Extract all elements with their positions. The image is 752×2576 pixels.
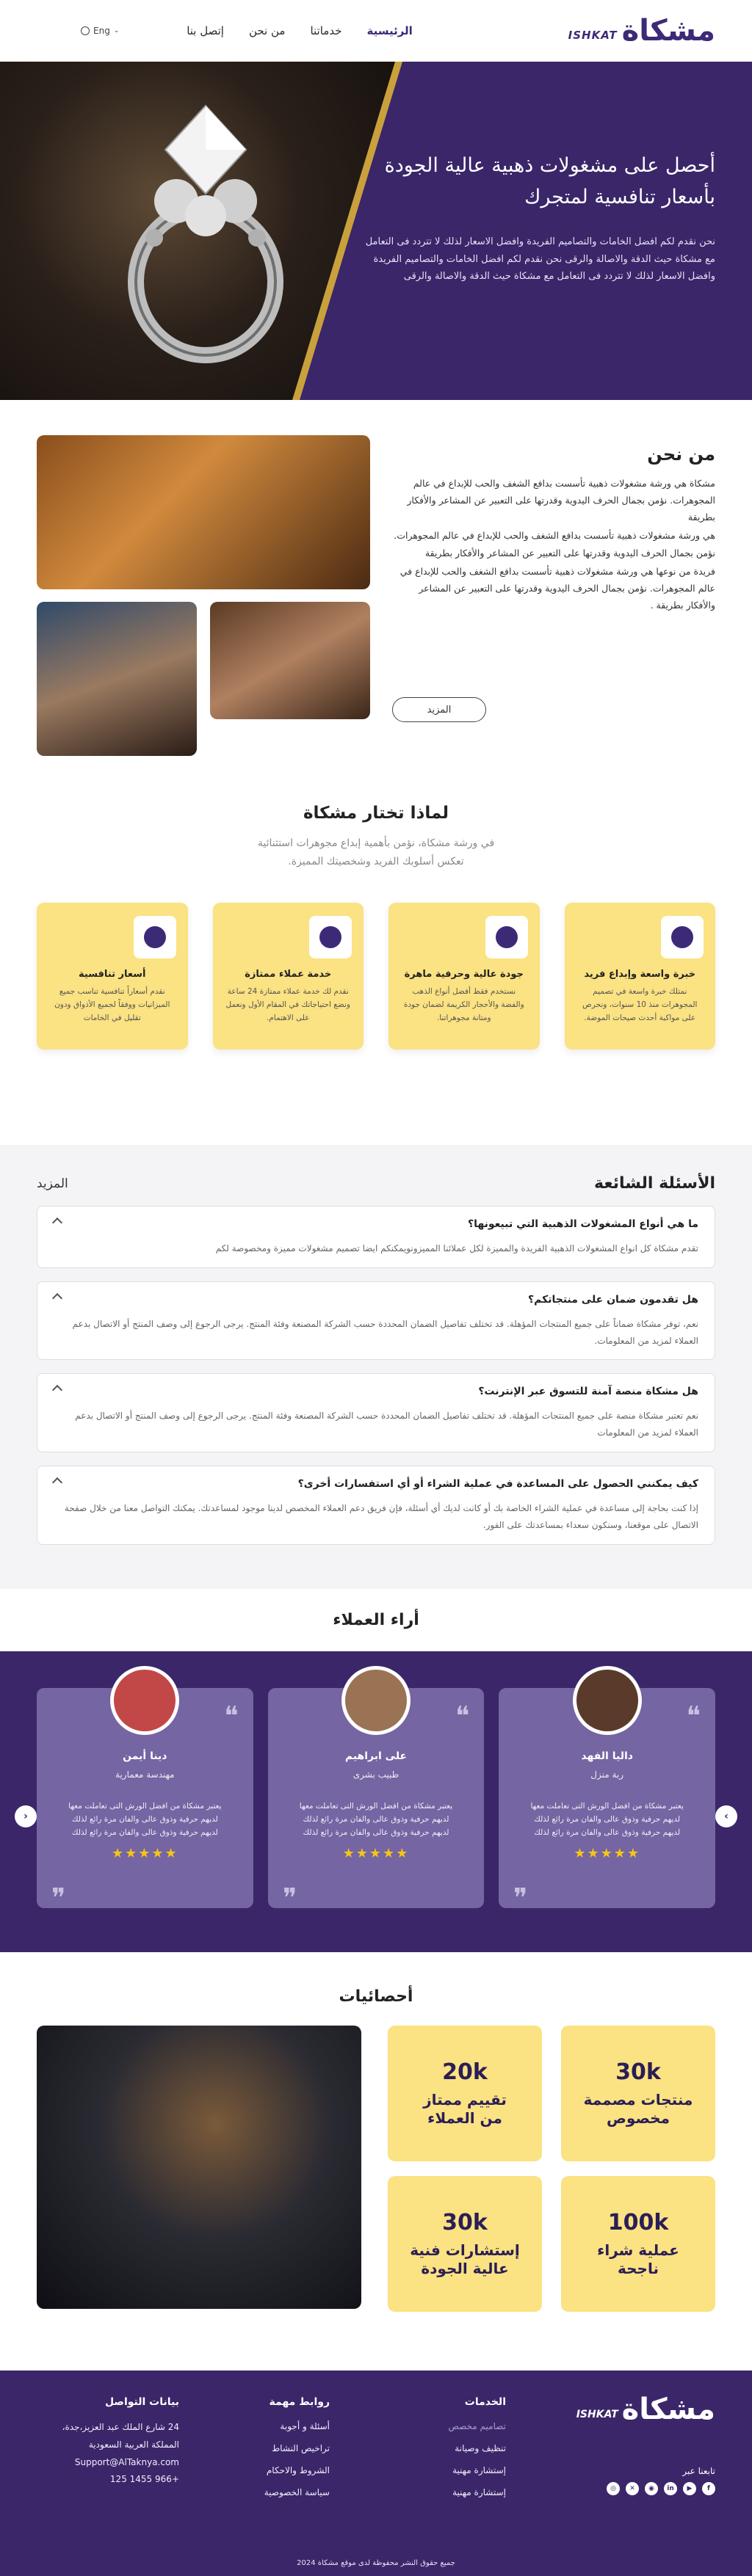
logo-english: ISHKAT: [568, 29, 618, 42]
testimonial-text: يعتبر مشكاة من افضل الورش التى تعاملت معها لديهم حرفية وذوق عالى والفان مرة رائع لذلك لديهم حرفية وذوق عالى والفان مرة رائع لذلك: [530, 1802, 684, 1837]
about-more-button[interactable]: المزيد: [392, 697, 486, 722]
faq-answer: إذا كنت بحاجة إلى مساعدة في عملية الشراء الخاصة بك أو كانت لديك أي أسئلة، فإن فريق دعم العملاء المخصص لدينا موجود لمساعدتك. يمكنك التواصل معنا من خلال صفحة الاتصال على موقعنا، وسنكون سعداء بمساعدتك على الفور.: [64, 1502, 698, 1530]
snapchat-icon[interactable]: ◎: [607, 2482, 620, 2495]
footer-link[interactable]: تراخيص النشاط: [272, 2443, 330, 2453]
testimonial-card: [268, 1688, 485, 1908]
logo-english: ISHKAT: [576, 2409, 618, 2420]
stat-card: [388, 2026, 542, 2161]
quote-icon: ❝: [686, 1701, 701, 1731]
hero-title: أحصل على مشغولات ذهبية عالية الجودة بأسعار تنافسية لمتجرك: [384, 154, 715, 209]
footer-link[interactable]: تصاميم مخصص: [448, 2421, 506, 2431]
instagram-icon[interactable]: ◉: [645, 2482, 658, 2495]
jeweler-image: [37, 602, 197, 756]
ring-image: [95, 91, 316, 370]
hero-description: نحن نقدم لكم افضل الخامات والتصاميم الفريدة وافضل الاسعار لذلك لا تتردد فى التعامل مع مشكاة حيث الدقة والاصالة والرقى نحن نقدم لكم افضل الخامات والتصاميم الفريدة وافضل الاسعار لذلك لا تتردد فى التعامل مع مشكاة حيث الدقة والاصالة والرقى: [365, 236, 715, 283]
faq-item[interactable]: [37, 1281, 715, 1361]
jewelry-image: [37, 2026, 361, 2309]
hero-section: [0, 62, 752, 400]
about-section: [0, 400, 752, 782]
testimonial-card: [499, 1688, 715, 1908]
faq-header: [37, 1174, 715, 1193]
feature-text: نمتلك خبرة واسعة في تصميم المجوهرات منذ 10 سنوات، ونحرص على مواكبة أحدث صيحات الموضة.: [582, 987, 698, 1022]
about-paragraph: مشكاة هي ورشة مشغولات ذهبية تأسست بدافع الشغف والحب للإبداع في عالم المجوهرات. نؤمن بجمال الحرف اليدوية وقدرتها على التعبير عن المشاعر والأفكار بطريقة: [407, 478, 715, 523]
feature-title: جودة عالية وحرفية ماهرة: [404, 969, 524, 980]
why-section: [0, 782, 752, 1108]
stat-label: إستشارات فنية عالية الجودة: [410, 2241, 520, 2277]
linkedin-icon[interactable]: in: [664, 2482, 677, 2495]
feature-card: [213, 903, 364, 1049]
stat-label: تقييم ممتاز من العملاء: [423, 2091, 507, 2127]
footer-link[interactable]: أسئلة و أجوبة: [280, 2421, 330, 2431]
stat-card: [561, 2176, 715, 2312]
testimonial-role: طبيب بشرى: [352, 1769, 400, 1780]
about-content: [392, 444, 715, 716]
logo-arabic: مشكاة: [621, 14, 715, 48]
feature-title: خدمة عملاء ممتازة: [245, 969, 332, 980]
testimonial-name: داليا الفهد: [581, 1750, 633, 1762]
testimonial-name: دينا أيمن: [123, 1750, 167, 1762]
globe-icon: [81, 26, 90, 35]
feature-card: [37, 903, 188, 1049]
facebook-icon[interactable]: f: [702, 2482, 715, 2495]
faq-answer: نعم، توفر مشكاة ضماناً على جميع المنتجات المؤهلة. قد تختلف تفاصيل الضمان المحددة حسب الشركة المصنعة وفئة المنتج. يرجى الرجوع إلى وصف المنتج أو الاتصال بدعم العملاء لمزيد من المعلومات.: [72, 1318, 698, 1346]
language-label: Eng: [93, 26, 110, 36]
contact-phone[interactable]: +966 1455 125: [109, 2474, 179, 2485]
footer-column-title: روابط مهمة: [269, 2396, 330, 2408]
x-icon[interactable]: ✕: [626, 2482, 639, 2495]
faq-title: الأسئلة الشائعة: [594, 1174, 715, 1193]
quote-icon: ❝: [513, 1871, 528, 1901]
why-subtitle: [0, 834, 752, 871]
stat-number: 30k: [615, 2059, 661, 2085]
quote-icon: ❝: [282, 1871, 297, 1901]
main-nav: [187, 24, 413, 37]
avatar: [573, 1666, 642, 1735]
footer-column-title: الخدمات: [464, 2396, 506, 2408]
stats-section: [0, 1952, 752, 2371]
carousel-next-button[interactable]: ›: [715, 1805, 737, 1827]
contact-address: 24 شارع الملك عبد العزيز،جدة،: [62, 2422, 179, 2432]
chevron-down-icon: ⌄: [113, 27, 120, 34]
craftsman-image: [210, 602, 370, 719]
testimonial-cards: [37, 1688, 715, 1908]
rating-stars: ★★★★★: [111, 1845, 178, 1861]
faq-question: هل مشكاة منصة آمنة للتسوق عبر الإنترنت؟: [478, 1386, 698, 1398]
hero-text: [363, 150, 715, 285]
follow-label: تابعنا عبر: [682, 2466, 715, 2476]
avatar: [341, 1666, 411, 1735]
site-header: [0, 0, 752, 62]
avatar: [110, 1666, 179, 1735]
feature-card: [388, 903, 540, 1049]
feature-title: خبرة واسعة وإبداع فريد: [584, 969, 696, 980]
contact-email[interactable]: Support@AlTaknya.com: [74, 2456, 179, 2467]
testimonial-text: يعتبر مشكاة من افضل الورش التى تعاملت معها لديهم حرفية وذوق عالى والفان مرة رائع لذلك لديهم حرفية وذوق عالى والفان مرة رائع لذلك: [299, 1802, 453, 1837]
nav-contact[interactable]: إتصل بنا: [187, 24, 224, 37]
youtube-icon[interactable]: ▶: [683, 2482, 696, 2495]
carousel-prev-button[interactable]: ‹: [15, 1805, 37, 1827]
about-title: من نحن: [647, 444, 715, 465]
about-paragraph: فريدة من نوعها هي ورشة مشغولات ذهبية تأسست بدافع الشغف والحب للإبداع في عالم المجوهرات. نؤمن بجمال الحرف اليدوية وقدرتها على التعبير عن المشاعر والأفكار بطريقة .: [400, 565, 715, 611]
social-links: [607, 2482, 715, 2495]
stat-number: 30k: [442, 2210, 488, 2235]
badge-icon: [485, 916, 528, 958]
faq-answer: نعم تعتبر مشكاة منصة على جميع المنتجات المؤهلة. قد تختلف تفاصيل الضمان المحددة حسب الشركة المصنعة وفئة المنتج. يرجى الرجوع إلى وصف المنتج أو الاتصال بدعم العملاء لمزيد من المعلومات: [75, 1411, 698, 1438]
hand-icon: [134, 916, 176, 958]
faq-more-link[interactable]: المزيد: [37, 1176, 68, 1191]
language-switcher[interactable]: [81, 26, 119, 36]
faq-question: كيف يمكنني الحصول على المساعدة في عملية الشراء أو أي استفسارات أخرى؟: [297, 1477, 698, 1490]
contact-country: المملكة العربية السعودية: [88, 2439, 179, 2450]
faq-section: [0, 1145, 752, 1589]
stat-label: عملية شراء ناجحة: [597, 2241, 679, 2277]
feature-text: نقدم لك خدمة عملاء ممتازة 24 ساعة ونضع احتياجاتك في المقام الأول ونعمل على الاهتمام.: [225, 987, 350, 1022]
feature-text: نقدم أسعاراً تنافسية تناسب جميع الميزانيات ووفقاً لجميع الأذواق ودون تقليل في الخامات: [54, 987, 170, 1022]
stats-title: أحصائيات: [339, 1987, 413, 2006]
feature-card: [565, 903, 716, 1049]
why-title: لماذا تختار مشكاة: [303, 804, 449, 823]
testimonials-section: [0, 1651, 752, 1952]
brain-icon: [661, 916, 704, 958]
rating-stars: ★★★★★: [574, 1845, 640, 1861]
about-paragraph: هي ورشة مشغولات ذهبية تأسست بدافع الشغف والحب للإبداع في عالم المجوهرات. نؤمن بجمال الحرف اليدوية وقدرتها على التعبير عن المشاعر والأفكار بطريقة: [394, 530, 715, 559]
stat-number: 100k: [607, 2210, 669, 2235]
footer-link[interactable]: الشروط والاحكام: [266, 2465, 330, 2475]
testimonial-name: على ابراهيم: [344, 1750, 408, 1762]
testimonial-text: يعتبر مشكاة من افضل الورش التى تعاملت معها لديهم حرفية وذوق عالى والفان مرة رائع لذلك لديهم حرفية وذوق عالى والفان مرة رائع لذلك: [68, 1802, 222, 1837]
stat-label: منتجات مصممة مخصوص: [583, 2091, 693, 2127]
footer-link[interactable]: تنظيف وصيانة: [455, 2443, 506, 2453]
support-icon: [309, 916, 352, 958]
why-subtitle-line: تعكس أسلوبك الفريد وشخصيتك المميزة.: [288, 856, 464, 868]
why-subtitle-line: في ورشة مشكاة، نؤمن بأهمية إبداع مجوهرات استثنائية: [257, 837, 495, 849]
footer-contact: [62, 2396, 179, 2491]
feature-text: نستخدم فقط أفضل أنواع الذهب والفضة والأحجار الكريمة لضمان جودة ومتانة مجوهراتنا.: [403, 987, 524, 1022]
faq-item[interactable]: [37, 1206, 715, 1268]
stat-number: 20k: [442, 2059, 488, 2085]
stat-card: [561, 2026, 715, 2161]
testimonial-role: مهندسة معمارية: [115, 1769, 175, 1780]
quote-icon: ❝: [455, 1701, 470, 1731]
footer-logo[interactable]: [576, 2393, 715, 2426]
footer-link[interactable]: إستشارة مهنية: [452, 2465, 506, 2475]
faq-item[interactable]: [37, 1466, 715, 1545]
testimonial-role: ربة منزل: [590, 1769, 624, 1780]
quote-icon: ❝: [51, 1871, 66, 1901]
logo-arabic: مشكاة: [621, 2393, 715, 2426]
faq-item[interactable]: [37, 1373, 715, 1452]
footer-services: [448, 2396, 506, 2509]
stat-card: [388, 2176, 542, 2312]
testimonials-title: أراء العملاء: [333, 1611, 419, 1629]
workshop-image: [37, 435, 370, 589]
footer-link[interactable]: سياسة الخصوصية: [264, 2487, 330, 2497]
nav-about[interactable]: من نحن: [248, 24, 286, 37]
nav-home[interactable]: الرئيسية: [366, 24, 413, 37]
rating-stars: ★★★★★: [342, 1845, 410, 1861]
feature-title: أسعار تنافسية: [79, 969, 146, 980]
footer-links: [264, 2396, 330, 2509]
quote-icon: ❝: [224, 1701, 239, 1731]
nav-services[interactable]: خدماتنا: [310, 24, 342, 37]
copyright: جميع حقوق النشر محفوظة لدى موقع مشكاة 2024: [297, 2559, 455, 2567]
testimonial-card: [37, 1688, 253, 1908]
logo[interactable]: [568, 14, 715, 48]
footer-column-title: بيانات التواصل: [104, 2396, 179, 2408]
faq-answer: تقدم مشكاة كل انواع المشغولات الذهبية الفريدة والمميزة لكل عملائنا المميزونويمكنكم ايضا تصميم مشغولات مميزة ومخصوصة لكم: [215, 1243, 698, 1254]
feature-cards: [37, 903, 715, 1049]
faq-question: هل تقدمون ضمان على منتجاتكم؟: [527, 1293, 698, 1306]
faq-question: ما هي أنواع المشغولات الذهبية التي تبيعونها؟: [467, 1218, 698, 1230]
site-footer: [0, 2371, 752, 2576]
footer-link[interactable]: إستشارة مهنية: [452, 2487, 506, 2497]
